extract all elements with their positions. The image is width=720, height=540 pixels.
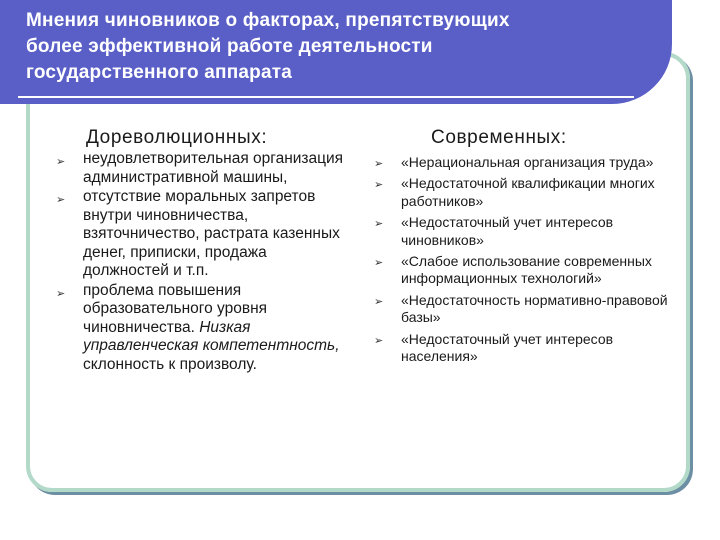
list-item-text: отсутствие моральных запретов внутри чиновничества, взяточничество, растрата казенных денег, приписки, продажа должностей и т.п. [83,188,340,279]
arrowhead-bullet-icon: ➢ [374,158,384,170]
title-line-3: государственного аппарата [26,62,293,83]
left-list [56,150,356,375]
right-list [374,154,674,369]
list-item-text: «Недостаточность нормативно-правовой базы» [401,291,668,326]
arrowhead-bullet-icon: ➢ [56,287,66,300]
title-line-2: более эффективной работе деятельности [26,36,433,57]
list-item-text: «Недостаточный учет интересов населения» [401,330,614,365]
arrowhead-bullet-icon: ➢ [56,156,66,168]
arrowhead-bullet-icon: ➢ [374,295,384,308]
list-item [374,154,674,171]
arrowhead-bullet-icon: ➢ [374,218,384,231]
list-item [56,188,356,281]
list-item-text: неудовлетворительная организация административной машины, [83,150,344,186]
list-item-text: «Недостаточной квалификации многих работников» [401,175,655,209]
arrowhead-bullet-icon: ➢ [374,257,384,270]
title-line-1: Мнения чиновников о факторах, препятствующих [26,10,510,31]
list-item [374,292,674,327]
list-item-tail-text: склонность к произволу. [83,355,257,373]
list-item [374,253,674,288]
list-item-text: «Нерациональная организация труда» [401,154,654,170]
list-item-text: проблема повышения образовательного уровня чиновничества. [83,281,268,336]
page-title [26,8,636,86]
title-underline [18,96,634,98]
list-item-text: «Слабое использование современных информационных технологий» [401,253,652,287]
list-item [374,214,674,249]
arrowhead-bullet-icon: ➢ [374,179,384,192]
list-item-italic-text: Низкая управленческая компетентность, [83,318,340,354]
right-column-heading: Современных: [431,127,567,148]
list-item-text: «Недостаточный учет интересов чиновников» [401,214,614,248]
title-banner [0,0,672,104]
list-item [56,282,356,375]
left-column-heading: Дореволюционных: [86,127,268,148]
list-item [56,150,356,187]
arrowhead-bullet-icon: ➢ [374,334,384,347]
arrowhead-bullet-icon: ➢ [56,194,66,206]
list-item [374,175,674,210]
list-item [374,331,674,366]
